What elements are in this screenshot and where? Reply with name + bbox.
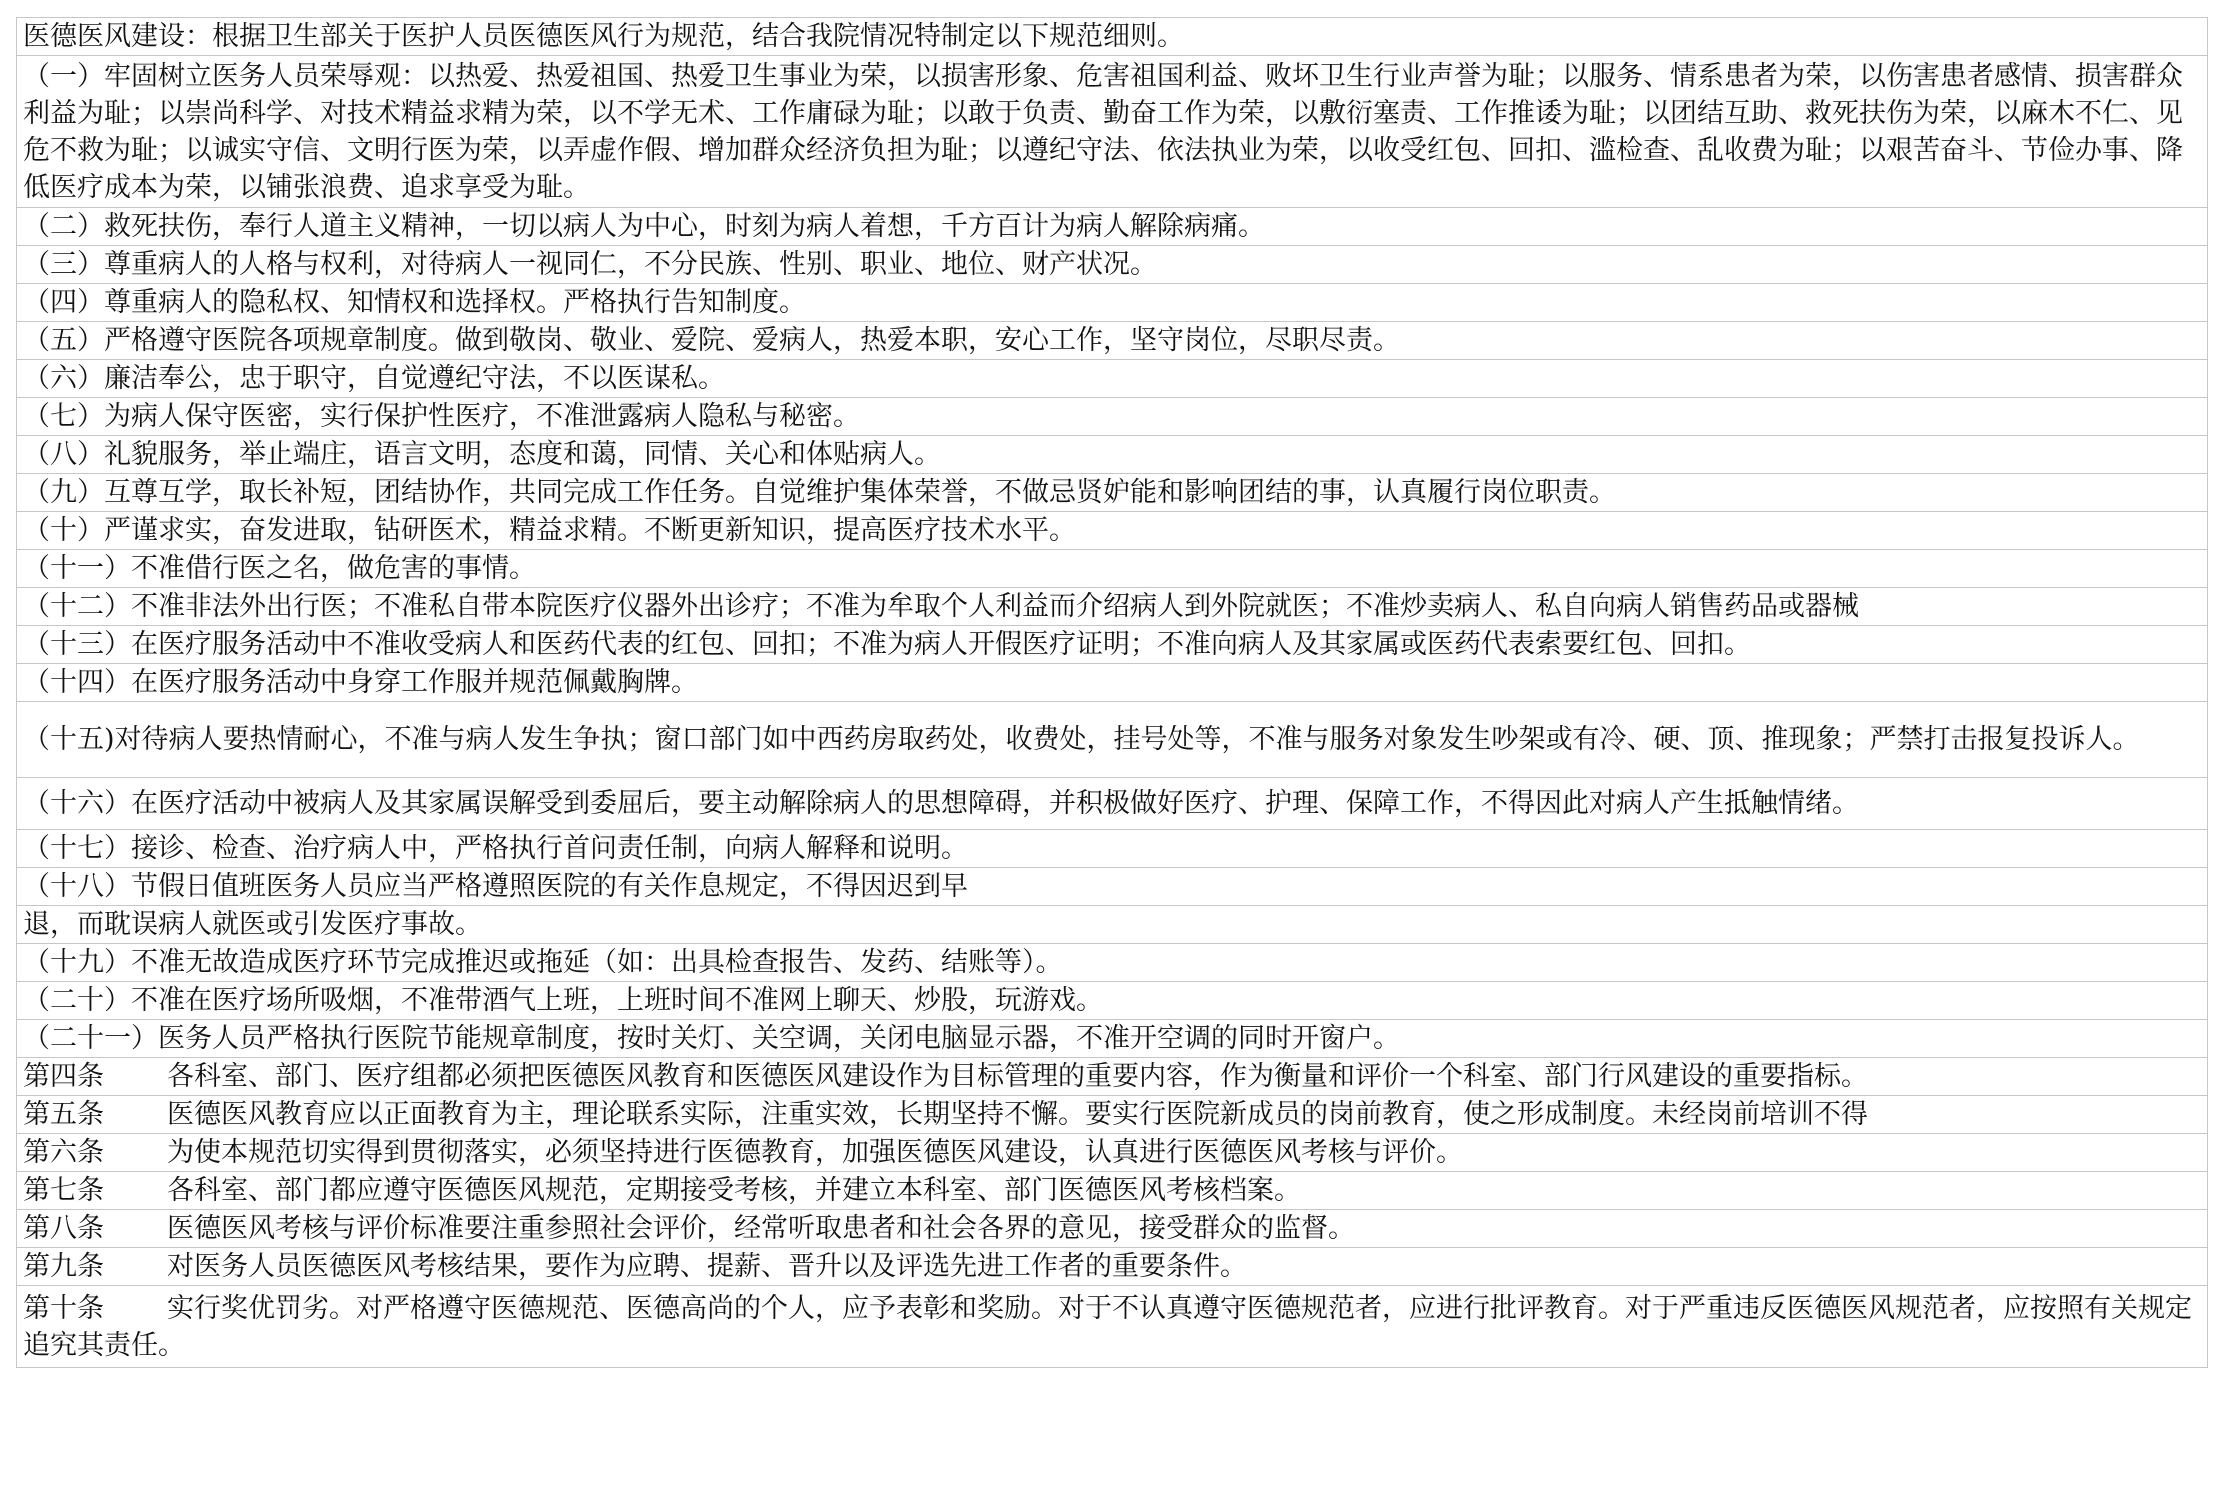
table-row: [17, 284, 2208, 322]
article-number: 第五条: [23, 1099, 104, 1130]
table-row: [17, 512, 2208, 550]
table-row: [17, 982, 2208, 1020]
table-cell[interactable]: [17, 944, 2208, 982]
table-row: [17, 1134, 2208, 1172]
table-cell[interactable]: [17, 1134, 2208, 1172]
cell-text: （二）救死扶伤，奉行人道主义精神，一切以病人为中心，时刻为病人着想，千方百计为病人解除病痛。: [23, 211, 1265, 242]
article-number: 第八条: [23, 1213, 104, 1244]
table-cell[interactable]: [17, 246, 2208, 284]
table-cell[interactable]: [17, 1096, 2208, 1134]
table-row: [17, 1248, 2208, 1286]
cell-text: （六）廉洁奉公，忠于职守，自觉遵纪守法，不以医谋私。: [23, 363, 725, 394]
cell-text: （十三）在医疗服务活动中不准收受病人和医药代表的红包、回扣；不准为病人开假医疗证明；不准向病人及其家属或医药代表索要红包、回扣。: [23, 629, 1751, 660]
cell-text: 各科室、部门、医疗组都必须把医德医风教育和医德医风建设作为目标管理的重要内容，作为衡量和评价一个科室、部门行风建设的重要指标。: [167, 1061, 1868, 1092]
cell-text: （十）严谨求实，奋发进取，钻研医术，精益求精。不断更新知识，提高医疗技术水平。: [23, 515, 1076, 546]
cell-text: （三）尊重病人的人格与权利，对待病人一视同仁，不分民族、性别、职业、地位、财产状况。: [23, 249, 1157, 280]
table-row: [17, 208, 2208, 246]
table-cell[interactable]: [17, 398, 2208, 436]
cell-text: 为使本规范切实得到贯彻落实，必须坚持进行医德教育，加强医德医风建设，认真进行医德医风考核与评价。: [167, 1137, 1463, 1168]
cell-text: （十六）在医疗活动中被病人及其家属误解受到委屈后，要主动解除病人的思想障碍，并积极做好医疗、护理、保障工作，不得因此对病人产生抵触情绪。: [23, 788, 1859, 819]
table-row: [17, 1172, 2208, 1210]
table-cell[interactable]: [17, 284, 2208, 322]
cell-text: 退，而耽误病人就医或引发医疗事故。: [23, 909, 482, 940]
cell-text: （十七）接诊、检查、治疗病人中，严格执行首问责任制，向病人解释和说明。: [23, 833, 968, 864]
table-cell[interactable]: [17, 18, 2208, 56]
spreadsheet-table: [16, 17, 2208, 1368]
table-cell[interactable]: [17, 1058, 2208, 1096]
article-number: 第七条: [23, 1175, 104, 1206]
table-cell[interactable]: [17, 436, 2208, 474]
cell-text: 各科室、部门都应遵守医德医风规范，定期接受考核，并建立本科室、部门医德医风考核档案。: [167, 1175, 1301, 1206]
table-cell[interactable]: [17, 588, 2208, 626]
table-row: [17, 588, 2208, 626]
table-row: [17, 906, 2208, 944]
table-row: [17, 944, 2208, 982]
table-cell[interactable]: [17, 208, 2208, 246]
cell-text: （十九）不准无故造成医疗环节完成推迟或拖延（如：出具检查报告、发药、结账等）。: [23, 947, 1063, 978]
article-number: 第四条: [23, 1061, 104, 1092]
table-row: [17, 246, 2208, 284]
table-cell[interactable]: [17, 906, 2208, 944]
cell-text: （十八）节假日值班医务人员应当严格遵照医院的有关作息规定，不得因迟到早: [23, 871, 968, 902]
table-row: [17, 1058, 2208, 1096]
cell-text: （一）牢固树立医务人员荣辱观：以热爱、热爱祖国、热爱卫生事业为荣，以损害形象、危害祖国利益、败坏卫生行业声誉为耻；以服务、情系患者为荣，以伤害患者感情、损害群众利益为耻；以崇尚科学、对技术精益求精为荣，以不学无术、工作庸碌为耻；以敢于负责、勤奋工作为荣，以敷衍塞责、工作推诿为耻；以团结互助、救死扶伤为荣，以麻木不仁、见危不救为耻；以诚实守信、文明行医为荣，以弄虚作假、增加群众经济负担为耻；以遵纪守法、依法执业为荣，以收受红包、回扣、滥检查、乱收费为耻；以艰苦奋斗、节俭办事、降低医疗成本为荣，以铺张浪费、追求享受为耻。: [23, 60, 2183, 203]
table-row: [17, 436, 2208, 474]
table-row: [17, 1096, 2208, 1134]
cell-text: （二十一）医务人员严格执行医院节能规章制度，按时关灯、关空调，关闭电脑显示器，不准开空调的同时开窗户。: [23, 1023, 1400, 1054]
table-row: [17, 360, 2208, 398]
table-cell[interactable]: [17, 830, 2208, 868]
table-cell[interactable]: [17, 702, 2208, 778]
cell-text: （十一）不准借行医之名，做危害的事情。: [23, 553, 536, 584]
table-row: [17, 56, 2208, 208]
table-row: [17, 1286, 2208, 1368]
table-row: [17, 626, 2208, 664]
cell-text: （十二）不准非法外出行医；不准私自带本院医疗仪器外出诊疗；不准为牟取个人利益而介绍病人到外院就医；不准炒卖病人、私自向病人销售药品或器械: [23, 591, 1859, 622]
table-cell[interactable]: [17, 360, 2208, 398]
table-row: [17, 702, 2208, 778]
cell-text: 对医务人员医德医风考核结果，要作为应聘、提薪、晋升以及评选先进工作者的重要条件。: [167, 1251, 1247, 1282]
cell-text: （二十）不准在医疗场所吸烟，不准带酒气上班，上班时间不准网上聊天、炒股，玩游戏。: [23, 985, 1103, 1016]
cell-text: （十四）在医疗服务活动中身穿工作服并规范佩戴胸牌。: [23, 667, 698, 698]
table-row: [17, 868, 2208, 906]
table-cell[interactable]: [17, 982, 2208, 1020]
table-cell[interactable]: [17, 512, 2208, 550]
article-number: 第十条: [23, 1292, 104, 1324]
table-row: [17, 322, 2208, 360]
table-cell[interactable]: [17, 778, 2208, 830]
cell-text: 医德医风建设：根据卫生部关于医护人员医德医风行为规范，结合我院情况特制定以下规范细则。: [23, 21, 1184, 52]
cell-text: （四）尊重病人的隐私权、知情权和选择权。严格执行告知制度。: [23, 287, 806, 318]
table-cell[interactable]: [17, 1210, 2208, 1248]
article-number: 第六条: [23, 1137, 104, 1168]
table-cell[interactable]: [17, 1286, 2208, 1368]
table-cell[interactable]: [17, 474, 2208, 512]
cell-text: （九）互尊互学，取长补短，团结协作，共同完成工作任务。自觉维护集体荣誉，不做忌贤妒能和影响团结的事，认真履行岗位职责。: [23, 477, 1616, 508]
table-row: [17, 474, 2208, 512]
table-cell[interactable]: [17, 664, 2208, 702]
cell-text: （八）礼貌服务，举止端庄，语言文明，态度和蔼，同情、关心和体贴病人。: [23, 439, 941, 470]
table-cell[interactable]: [17, 1020, 2208, 1058]
cell-text: （十五)对待病人要热情耐心，不准与病人发生争执；窗口部门如中西药房取药处，收费处，挂号处等，不准与服务对象发生吵架或有冷、硬、顶、推现象；严禁打击报复投诉人。: [23, 724, 2140, 755]
table-cell[interactable]: [17, 550, 2208, 588]
table-row: [17, 830, 2208, 868]
table-row: [17, 778, 2208, 830]
cell-text: 实行奖优罚劣。对严格遵守医德规范、医德高尚的个人，应予表彰和奖励。对于不认真遵守医德规范者，应进行批评教育。对于严重违反医德医风规范者，应按照有关规定追究其责任。: [23, 1292, 2192, 1361]
article-number: 第九条: [23, 1251, 104, 1282]
table-cell[interactable]: [17, 56, 2208, 208]
cell-text: 医德医风教育应以正面教育为主，理论联系实际，注重实效，长期坚持不懈。要实行医院新成员的岗前教育，使之形成制度。未经岗前培训不得: [167, 1099, 1868, 1130]
table-row: [17, 550, 2208, 588]
cell-text: （七）为病人保守医密，实行保护性医疗，不准泄露病人隐私与秘密。: [23, 401, 860, 432]
table-cell[interactable]: [17, 322, 2208, 360]
table-row: [17, 1020, 2208, 1058]
table-row: [17, 18, 2208, 56]
table-cell[interactable]: [17, 626, 2208, 664]
table-cell[interactable]: [17, 868, 2208, 906]
table-cell[interactable]: [17, 1248, 2208, 1286]
table-row: [17, 398, 2208, 436]
table-cell[interactable]: [17, 1172, 2208, 1210]
cell-text: （五）严格遵守医院各项规章制度。做到敬岗、敬业、爱院、爱病人，热爱本职，安心工作，坚守岗位，尽职尽责。: [23, 325, 1400, 356]
table-row: [17, 664, 2208, 702]
cell-text: 医德医风考核与评价标准要注重参照社会评价，经常听取患者和社会各界的意见，接受群众的监督。: [167, 1213, 1355, 1244]
table-row: [17, 1210, 2208, 1248]
